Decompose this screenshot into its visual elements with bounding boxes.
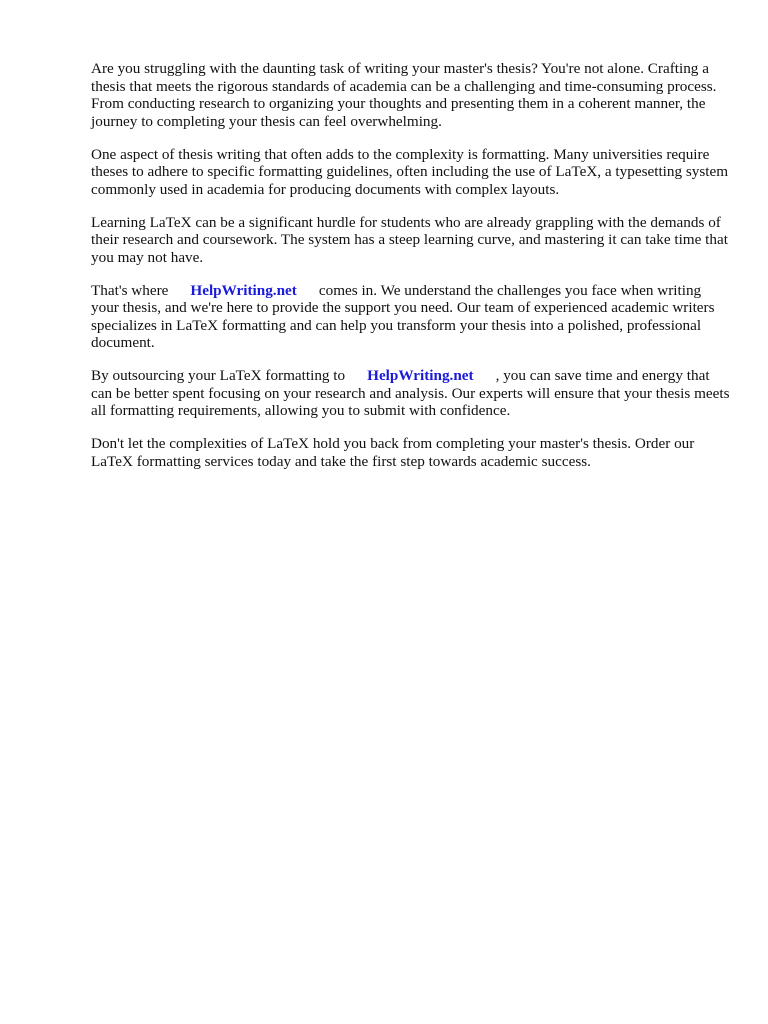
paragraph-formatting: One aspect of thesis writing that often adds to the complexity is formatting. Many universities require theses to adhere to specific formatting guidelines, often including the use of LaTeX, a typesetting system commonly used in academia for producing documents with complex layouts. [91,145,729,198]
helpwriting-link[interactable]: HelpWriting.net [190,281,297,299]
paragraph-intro: Are you struggling with the daunting task of writing your master's thesis? You're not alone. Crafting a thesis that meets the rigorous standards of academia can be a challenging and time-consuming process. From conducting research to organizing your thoughts and presenting them in a coherent manner, the journey to completing your thesis can feel overwhelming. [91,60,717,130]
paragraph-text: comes in. We understand the challenges you face when writing your thesis, and we're here to provide the support you need. Our team of experienced academic writers specializes in LaTeX formatting and can help you transform your thesis into a polished, professional document. [91,281,715,351]
paragraph-call-to-action: Don't let the complexities of LaTeX hold you back from completing your master's thesis. Order our LaTeX formatting services today and take the first step towards academic success. [91,435,695,470]
paragraph-service-intro [91,282,731,352]
document-body [91,60,731,486]
paragraph-text: That's where [91,281,169,299]
helpwriting-link[interactable]: HelpWriting.net [367,367,474,384]
paragraph-text: By outsourcing your LaTeX formatting to [91,367,346,384]
paragraph-outsourcing [91,367,731,420]
paragraph-learning-latex: Learning LaTeX can be a significant hurdle for students who are already grappling with the demands of their research and coursework. The system has a steep learning curve, and mastering it can take time that you may not have. [91,213,728,266]
paragraph-text: , you can save time and energy that can be better spent focusing on your research and analysis. Our experts will ensure that your thesis meets all formatting requirements, allowing you to submit with confidence. [91,367,730,419]
